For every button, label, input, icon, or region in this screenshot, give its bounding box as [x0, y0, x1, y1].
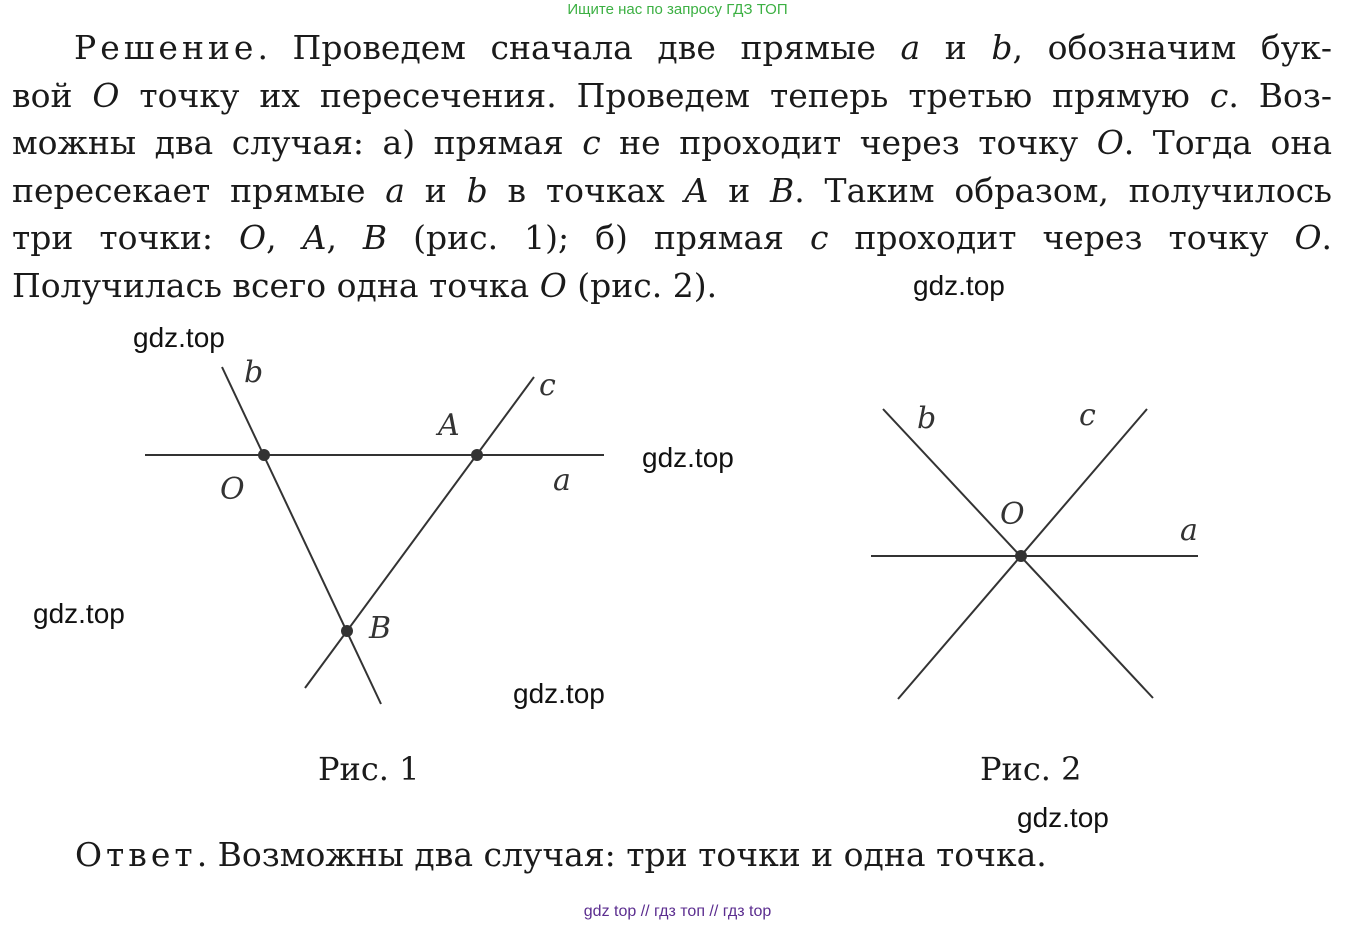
point-b — [341, 625, 353, 637]
label-b: b — [917, 401, 937, 436]
watermark: gdz.top — [33, 598, 125, 629]
figure-2-diagram — [840, 380, 1220, 720]
point-o — [258, 449, 270, 461]
watermark: gdz.top — [642, 442, 734, 473]
answer-label: Ответ — [75, 835, 197, 874]
solution-line-6: Получилась всего одна точка O (рис. 2). — [12, 265, 718, 305]
line-c — [305, 377, 534, 688]
footer-links[interactable]: gdz top // гдз топ // гдз top — [583, 903, 772, 920]
solution-line-2: вой O точку их пересечения. Проведем теперь третью прямую c. Воз- — [12, 75, 1333, 115]
label-point-a: A — [438, 408, 460, 443]
figure-1-caption: Рис. 1 — [318, 750, 420, 788]
solution-line-3: можны два случая: а) прямая c не проходит через точку O. Тогда она — [12, 123, 1332, 162]
answer-text: . Возможны два случая: три точки и одна точка. — [196, 835, 1047, 874]
top-banner[interactable]: Ищите нас по запросу ГДЗ ТОП — [567, 1, 788, 18]
solution-line-1: Решение. Проведем сначала две прямые a и b, обозначим бук- — [74, 28, 1332, 67]
label-point-o: O — [220, 472, 245, 507]
watermark: gdz.top — [1017, 802, 1109, 833]
figure-2-caption: Рис. 2 — [980, 750, 1082, 788]
point-a — [471, 449, 483, 461]
label-b: b — [244, 355, 264, 390]
label-a: a — [553, 463, 571, 498]
watermark: gdz.top — [513, 678, 605, 709]
label-point-o: O — [1000, 497, 1025, 532]
watermark: gdz.top — [133, 322, 225, 353]
figure-1-diagram — [0, 0, 700, 760]
solution-line-5: три точки: O, A, B (рис. 1); б) прямая c проходит через точку O. — [12, 218, 1332, 257]
label-point-b: B — [369, 611, 392, 646]
solution-line-4: пересекает прямые a и b в точках A и B. Таким образом, получилось — [12, 170, 1333, 210]
solution-label: Решение — [74, 28, 258, 67]
answer — [75, 835, 1047, 874]
label-c: c — [1079, 398, 1096, 433]
watermark: gdz.top — [913, 270, 1005, 301]
label-c: c — [539, 368, 556, 403]
point-o — [1015, 550, 1027, 562]
line-b — [222, 367, 381, 704]
label-a: a — [1180, 513, 1198, 548]
